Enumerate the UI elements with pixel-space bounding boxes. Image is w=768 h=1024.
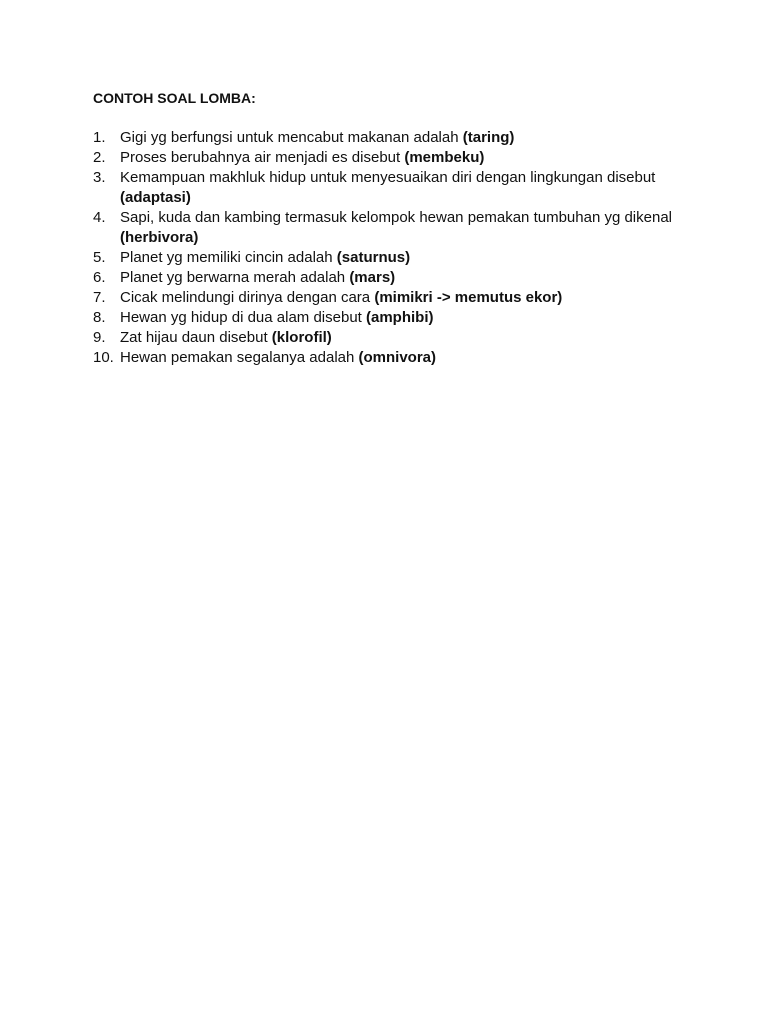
question-number: 7. <box>93 289 106 306</box>
question-answer: (omnivora) <box>358 349 437 366</box>
document-page <box>93 88 693 368</box>
question-prompt: Cicak melindungi dirinya dengan cara <box>120 289 371 306</box>
question-number: 3. <box>93 169 106 186</box>
question-prompt: Proses berubahnya air menjadi es disebut <box>120 149 401 166</box>
question-prompt: Sapi, kuda dan kambing termasuk kelompok hewan pemakan tumbuhan yg dikenal <box>120 209 672 226</box>
question-item <box>93 168 693 208</box>
question-text <box>120 208 693 248</box>
question-prompt: Planet yg berwarna merah adalah <box>120 269 346 286</box>
question-item <box>93 308 693 328</box>
question-answer: (taring) <box>462 129 515 146</box>
question-item <box>93 288 693 308</box>
question-text <box>120 308 693 328</box>
question-answer: (mars) <box>349 269 396 286</box>
question-text <box>120 168 693 208</box>
question-number: 8. <box>93 309 106 326</box>
question-answer: (klorofil) <box>271 329 332 346</box>
question-item <box>93 328 693 348</box>
question-answer: (membeku) <box>404 149 485 166</box>
question-prompt: Gigi yg berfungsi untuk mencabut makanan adalah <box>120 129 459 146</box>
question-answer: (herbivora) <box>120 229 199 246</box>
question-number: 1. <box>93 129 106 146</box>
question-text <box>120 328 693 348</box>
question-answer: (mimikri -> memutus ekor) <box>374 289 563 306</box>
question-number: 6. <box>93 269 106 286</box>
question-number: 9. <box>93 329 106 346</box>
question-prompt: Hewan yg hidup di dua alam disebut <box>120 309 362 326</box>
question-text <box>120 128 693 148</box>
question-answer: (amphibi) <box>366 309 434 326</box>
question-item <box>93 248 693 268</box>
question-answer: (saturnus) <box>336 249 411 266</box>
question-number: 4. <box>93 209 106 226</box>
question-number: 2. <box>93 149 106 166</box>
question-text <box>120 348 693 368</box>
question-item <box>93 208 693 248</box>
question-prompt: Zat hijau daun disebut <box>120 329 268 346</box>
question-answer: (adaptasi) <box>120 189 191 206</box>
document-title: CONTOH SOAL LOMBA: <box>93 90 256 106</box>
question-prompt: Hewan pemakan segalanya adalah <box>120 349 355 366</box>
question-number: 10. <box>93 349 114 366</box>
question-text <box>120 288 693 308</box>
question-prompt: Kemampuan makhluk hidup untuk menyesuaikan diri dengan lingkungan disebut <box>120 169 656 186</box>
question-text <box>120 268 693 288</box>
question-text <box>120 248 693 268</box>
question-item <box>93 148 693 168</box>
question-number: 5. <box>93 249 106 266</box>
question-item <box>93 128 693 148</box>
question-list <box>93 128 693 368</box>
question-item <box>93 348 693 368</box>
question-item <box>93 268 693 288</box>
question-text <box>120 148 693 168</box>
question-prompt: Planet yg memiliki cincin adalah <box>120 249 333 266</box>
